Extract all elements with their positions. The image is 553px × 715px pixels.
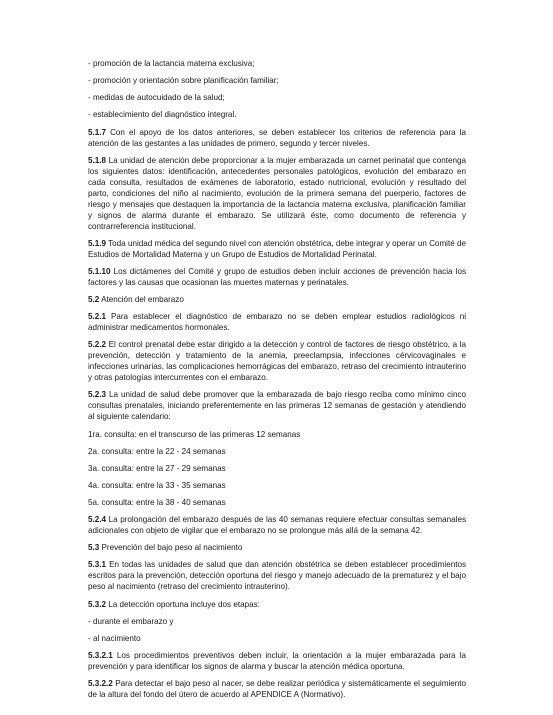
section-number: 5.3: [88, 543, 100, 553]
section-number: 5.1.9: [88, 238, 107, 248]
paragraph-5-2-2: 5.2.2 El control prenatal debe estar dirigido a la detección y control de factores de riesgo obstétrico, a la prevención, detección y tratamiento de la anemia, preeclampsia, infecciones cérvicovaginales e infecciones urinarias, las complicaciones hemorrágicas del embarazo, retraso del crecimiento intrauterino y otras patologías intercurrentes con el embarazo.: [88, 340, 466, 383]
section-number: 5.1.7: [88, 127, 107, 137]
section-number: 5.3.2: [88, 599, 107, 609]
paragraph-5-3-2-2: 5.3.2.2 Para detectar el bajo peso al nacer, se debe realizar periódica y sistemáticamente el seguimiento de la altura del fondo del útero de acuerdo al APENDICE A (Normativo).: [88, 679, 466, 699]
paragraph-5-2-4: 5.2.4 La prolongación del embarazo después de las 40 semanas requiere efectuar consultas semanales adicionales con objeto de vigilar que el embarazo no se prolongue más allá de la semana 42.: [88, 515, 466, 536]
section-heading-5-3: 5.3 Prevención del bajo peso al nacimiento: [88, 543, 243, 553]
list-item: - promoción y orientación sobre planificación familiar;: [88, 76, 279, 86]
paragraph-5-3-1: 5.3.1 En todas las unidades de salud que dan atención obstétrica se deben establecer procedimientos escritos para la prevención, detección oportuna del riesgo y manejo adecuado de la prematurez y el bajo peso al nacimiento (retraso del crecimiento intrauterino).: [88, 560, 466, 592]
paragraph-5-1-10: 5.1.10 Los dictámenes del Comité y grupo de estudios deben incluir acciones de prevención hacia los factores y las causas que ocasionan las muertes maternas y perinatales.: [88, 266, 466, 287]
paragraph-5-2-3: 5.2.3 La unidad de salud debe promover que la embarazada de bajo riesgo reciba como mínimo cinco consultas prenatales, iniciando preferentemente en las primeras 12 semanas de gestación y atendiendo al siguiente calendario:: [88, 390, 466, 422]
list-item: 3a. consulta: entre la 27 - 29 semanas: [88, 463, 226, 473]
section-number: 5.3.2.1: [88, 650, 113, 660]
paragraph-5-2-1: 5.2.1 Para establecer el diagnóstico de embarazo no se deben emplear estudios radiológicos ni administrar medicamentos hormonales.: [88, 312, 466, 333]
section-number: 5.2.1: [88, 312, 107, 322]
list-item: - durante el embarazo y: [88, 616, 174, 626]
list-item: 2a. consulta: entre la 22 - 24 semanas: [88, 446, 226, 456]
list-item: - promoción de la lactancia materna exclusiva;: [88, 59, 255, 68]
section-number: 5.2.4: [88, 515, 107, 525]
list-item: - medidas de autocuidado de la salud;: [88, 93, 225, 103]
section-number: 5.2.2: [88, 340, 107, 350]
section-number: 5.3.1: [88, 560, 107, 570]
paragraph-5-1-8: 5.1.8 La unidad de atención debe proporcionar a la mujer embarazada un carnet perinatal que contenga los siguientes datos: identificación, antecedentes personales patológicos, evolución del embarazo en cada consulta, resultados de exámenes de laboratorio, estado nutricional, evolución y resultado del parto, condiciones del niño al nacimiento, evolución de la primera semana del puerperio, factores de riesgo y mensajes que destaquen la importancia de la lactancia materna exclusiva, planificación familiar y signos de alarma durante el embarazo. Se utilizará éste, como documento de referencia y contrarreferencia institucional.: [88, 155, 466, 231]
section-number: 5.2: [88, 295, 100, 304]
section-heading-5-2: 5.2 Atención del embarazo: [88, 295, 184, 304]
section-number: 5.3.2.2: [88, 679, 113, 688]
paragraph-5-1-9: 5.1.9 Toda unidad médica del segundo nivel con atención obstétrica, debe integrar y operar un Comité de Estudios de Mortalidad Materna y un Grupo de Estudios de Mortalidad Perinatal.: [88, 238, 466, 259]
section-number: 5.1.8: [88, 155, 107, 165]
list-item: - al nacimiento: [88, 633, 141, 643]
section-number: 5.1.10: [88, 266, 111, 276]
paragraph-5-3-2-1: 5.3.2.1 Los procedimientos preventivos deben incluir, la orientación a la mujer embarazada para la prevención y para identificar los signos de alarma y buscar la atención médica oportuna.: [88, 650, 466, 671]
paragraph-5-1-7: 5.1.7 Con el apoyo de los datos anteriores, se deben establecer los criterios de referencia para la atención de las gestantes a las unidades de primero, segundo y tercer niveles.: [88, 127, 466, 148]
list-item: 1ra. consulta: en el transcurso de las primeras 12 semanas: [88, 429, 301, 439]
list-item: 5a. consulta: entre la 38 - 40 semanas: [88, 498, 226, 507]
section-number: 5.2.3: [88, 390, 107, 400]
list-item: - establecimiento del diagnóstico integral.: [88, 110, 237, 120]
list-item: 4a. consulta: entre la 33 - 35 semanas: [88, 480, 226, 490]
paragraph-5-3-2: 5.3.2 La detección oportuna incluye dos etapas:: [88, 599, 260, 609]
